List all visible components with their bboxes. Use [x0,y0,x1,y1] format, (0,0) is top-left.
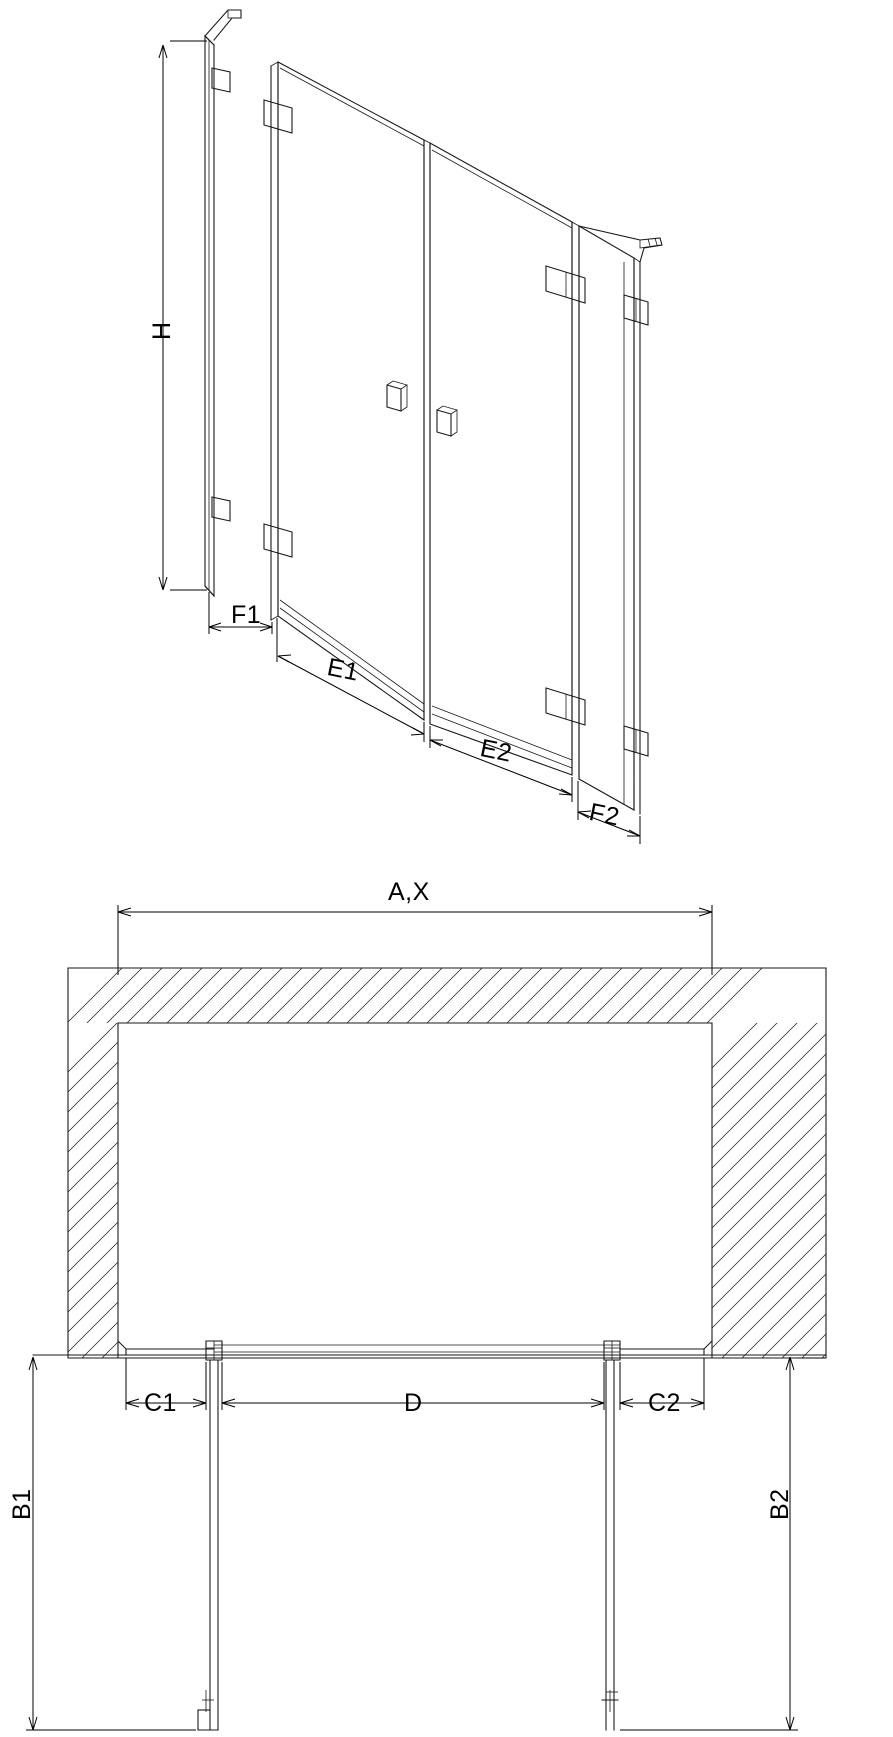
dimension-label-d: D [404,1389,423,1417]
dimension-label-f1: F1 [231,601,262,629]
dimension-label-overall-width: A,X [388,878,430,906]
dimension-label-c1: C1 [144,1389,177,1417]
dimension-label-height: H [148,321,176,340]
dimension-label-e2: E2 [477,734,515,768]
dimension-label-e1: E1 [324,653,362,687]
dimension-label-f2: F2 [586,798,622,832]
elevation-view [159,10,662,844]
dimension-label-b2: B2 [766,1488,794,1520]
dimension-label-c2: C2 [648,1389,681,1417]
plan-view [26,905,840,1730]
dimension-label-b1: B1 [8,1488,36,1520]
